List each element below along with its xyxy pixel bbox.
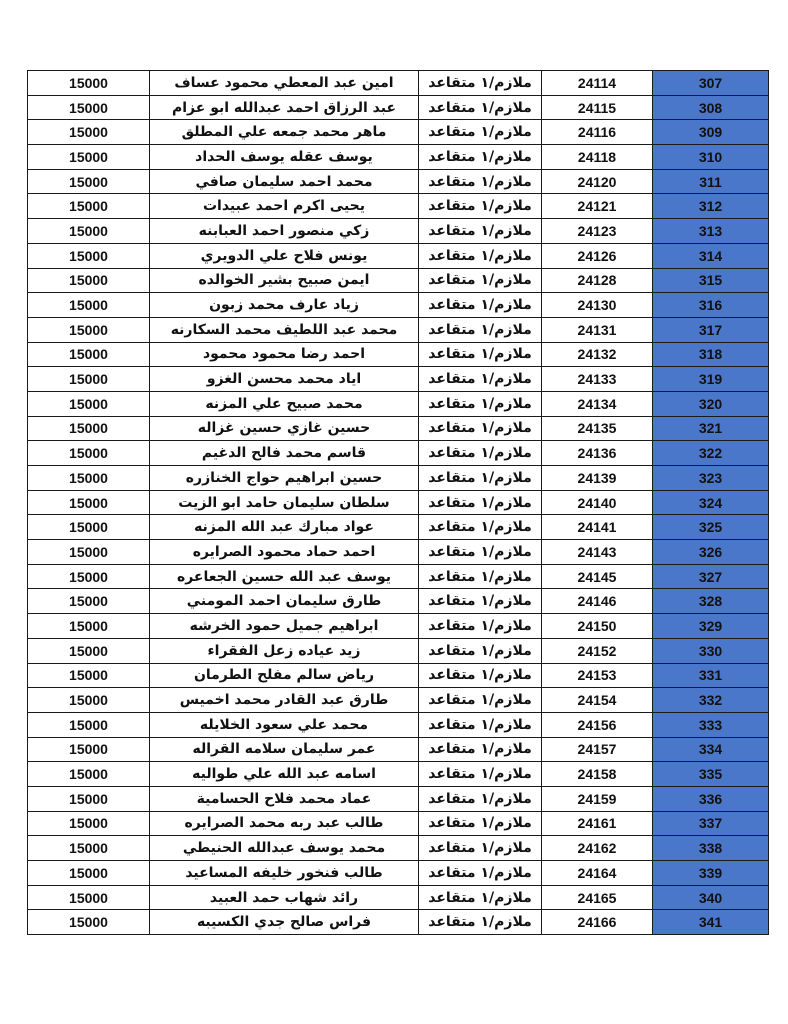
table-row (28, 663, 769, 688)
id-cell: 24150 (542, 614, 653, 639)
table-row (28, 120, 769, 145)
amount-cell: 15000 (28, 490, 150, 515)
seq-cell: 324 (653, 490, 769, 515)
name-cell: يوسف عقله يوسف الحداد (150, 145, 419, 170)
seq-cell: 322 (653, 441, 769, 466)
name-cell: يونس فلاح علي الدويري (150, 243, 419, 268)
amount-cell: 15000 (28, 194, 150, 219)
id-cell: 24139 (542, 466, 653, 491)
amount-cell: 15000 (28, 120, 150, 145)
name-cell: محمد علي سعود الخلايله (150, 712, 419, 737)
seq-cell: 332 (653, 688, 769, 713)
amount-cell: 15000 (28, 416, 150, 441)
name-cell: عماد محمد فلاح الحسامية (150, 786, 419, 811)
table-row (28, 169, 769, 194)
table-row (28, 317, 769, 342)
table-row (28, 688, 769, 713)
seq-cell: 327 (653, 564, 769, 589)
table-row (28, 95, 769, 120)
name-cell: زكي منصور احمد العبابنه (150, 219, 419, 244)
id-cell: 24156 (542, 712, 653, 737)
id-cell: 24130 (542, 293, 653, 318)
id-cell: 24154 (542, 688, 653, 713)
name-cell: طالب فنخور خليفه المساعيد (150, 861, 419, 886)
id-cell: 24120 (542, 169, 653, 194)
rank-cell: ملازم/١ متقاعد (419, 564, 542, 589)
name-cell: يوسف عبد الله حسين الجعاعره (150, 564, 419, 589)
amount-cell: 15000 (28, 712, 150, 737)
table-row (28, 762, 769, 787)
rank-cell: ملازم/١ متقاعد (419, 786, 542, 811)
rank-cell: ملازم/١ متقاعد (419, 466, 542, 491)
amount-cell: 15000 (28, 589, 150, 614)
table-row (28, 836, 769, 861)
amount-cell: 15000 (28, 293, 150, 318)
table-row (28, 614, 769, 639)
id-cell: 24165 (542, 885, 653, 910)
table-row (28, 515, 769, 540)
table-row (28, 712, 769, 737)
seq-cell: 307 (653, 71, 769, 96)
amount-cell: 15000 (28, 367, 150, 392)
amount-cell: 15000 (28, 466, 150, 491)
id-cell: 24123 (542, 219, 653, 244)
name-cell: رائد شهاب حمد العبيد (150, 885, 419, 910)
rank-cell: ملازم/١ متقاعد (419, 910, 542, 935)
name-cell: فراس صالح جدي الكسيبه (150, 910, 419, 935)
amount-cell: 15000 (28, 861, 150, 886)
id-cell: 24153 (542, 663, 653, 688)
seq-cell: 318 (653, 342, 769, 367)
name-cell: ابراهيم جميل حمود الخرشه (150, 614, 419, 639)
name-cell: محمد يوسف عبدالله الحنيطي (150, 836, 419, 861)
table-row (28, 564, 769, 589)
rank-cell: ملازم/١ متقاعد (419, 762, 542, 787)
amount-cell: 15000 (28, 614, 150, 639)
rank-cell: ملازم/١ متقاعد (419, 614, 542, 639)
amount-cell: 15000 (28, 391, 150, 416)
table-row (28, 243, 769, 268)
table-row (28, 466, 769, 491)
rank-cell: ملازم/١ متقاعد (419, 194, 542, 219)
seq-cell: 320 (653, 391, 769, 416)
seq-cell: 335 (653, 762, 769, 787)
table-row (28, 441, 769, 466)
rank-cell: ملازم/١ متقاعد (419, 737, 542, 762)
amount-cell: 15000 (28, 737, 150, 762)
table-row (28, 71, 769, 96)
id-cell: 24115 (542, 95, 653, 120)
id-cell: 24135 (542, 416, 653, 441)
amount-cell: 15000 (28, 71, 150, 96)
table-row (28, 910, 769, 935)
seq-cell: 308 (653, 95, 769, 120)
table-row (28, 268, 769, 293)
id-cell: 24121 (542, 194, 653, 219)
seq-cell: 329 (653, 614, 769, 639)
name-cell: عبد الرزاق احمد عبدالله ابو عزام (150, 95, 419, 120)
amount-cell: 15000 (28, 243, 150, 268)
name-cell: ايمن صبيح بشير الخوالده (150, 268, 419, 293)
table-row (28, 861, 769, 886)
seq-cell: 310 (653, 145, 769, 170)
seq-cell: 333 (653, 712, 769, 737)
table-row (28, 293, 769, 318)
rank-cell: ملازم/١ متقاعد (419, 416, 542, 441)
amount-cell: 15000 (28, 688, 150, 713)
name-cell: سلطان سليمان حامد ابو الزيت (150, 490, 419, 515)
roster-sheet (27, 70, 763, 935)
amount-cell: 15000 (28, 95, 150, 120)
seq-cell: 328 (653, 589, 769, 614)
amount-cell: 15000 (28, 564, 150, 589)
id-cell: 24114 (542, 71, 653, 96)
amount-cell: 15000 (28, 219, 150, 244)
rank-cell: ملازم/١ متقاعد (419, 712, 542, 737)
table-row (28, 885, 769, 910)
rank-cell: ملازم/١ متقاعد (419, 515, 542, 540)
id-cell: 24141 (542, 515, 653, 540)
id-cell: 24136 (542, 441, 653, 466)
name-cell: محمد عبد اللطيف محمد السكارنه (150, 317, 419, 342)
seq-cell: 313 (653, 219, 769, 244)
seq-cell: 340 (653, 885, 769, 910)
id-cell: 24159 (542, 786, 653, 811)
name-cell: رياض سالم مفلح الطرمان (150, 663, 419, 688)
rank-cell: ملازم/١ متقاعد (419, 317, 542, 342)
rank-cell: ملازم/١ متقاعد (419, 169, 542, 194)
id-cell: 24161 (542, 811, 653, 836)
seq-cell: 331 (653, 663, 769, 688)
id-cell: 24126 (542, 243, 653, 268)
seq-cell: 317 (653, 317, 769, 342)
id-cell: 24132 (542, 342, 653, 367)
rank-cell: ملازم/١ متقاعد (419, 120, 542, 145)
seq-cell: 314 (653, 243, 769, 268)
amount-cell: 15000 (28, 910, 150, 935)
rank-cell: ملازم/١ متقاعد (419, 243, 542, 268)
rank-cell: ملازم/١ متقاعد (419, 811, 542, 836)
seq-cell: 339 (653, 861, 769, 886)
id-cell: 24152 (542, 638, 653, 663)
amount-cell: 15000 (28, 268, 150, 293)
rank-cell: ملازم/١ متقاعد (419, 638, 542, 663)
rank-cell: ملازم/١ متقاعد (419, 540, 542, 565)
seq-cell: 341 (653, 910, 769, 935)
table-row (28, 194, 769, 219)
table-row (28, 638, 769, 663)
rank-cell: ملازم/١ متقاعد (419, 95, 542, 120)
name-cell: قاسم محمد فالح الدغيم (150, 441, 419, 466)
name-cell: احمد حماد محمود الصرايره (150, 540, 419, 565)
table-row (28, 342, 769, 367)
id-cell: 24164 (542, 861, 653, 886)
id-cell: 24131 (542, 317, 653, 342)
name-cell: طارق سليمان احمد المومني (150, 589, 419, 614)
rank-cell: ملازم/١ متقاعد (419, 219, 542, 244)
name-cell: عواد مبارك عبد الله المزنه (150, 515, 419, 540)
table-row (28, 145, 769, 170)
rank-cell: ملازم/١ متقاعد (419, 663, 542, 688)
amount-cell: 15000 (28, 169, 150, 194)
id-cell: 24143 (542, 540, 653, 565)
table-row (28, 811, 769, 836)
rank-cell: ملازم/١ متقاعد (419, 441, 542, 466)
table-row (28, 589, 769, 614)
amount-cell: 15000 (28, 441, 150, 466)
table-row (28, 540, 769, 565)
amount-cell: 15000 (28, 786, 150, 811)
table-row (28, 391, 769, 416)
seq-cell: 316 (653, 293, 769, 318)
seq-cell: 312 (653, 194, 769, 219)
name-cell: محمد صبيح علي المزنه (150, 391, 419, 416)
rank-cell: ملازم/١ متقاعد (419, 861, 542, 886)
id-cell: 24166 (542, 910, 653, 935)
rank-cell: ملازم/١ متقاعد (419, 71, 542, 96)
id-cell: 24134 (542, 391, 653, 416)
name-cell: طالب عبد ربه محمد الصرايره (150, 811, 419, 836)
seq-cell: 326 (653, 540, 769, 565)
rank-cell: ملازم/١ متقاعد (419, 885, 542, 910)
seq-cell: 311 (653, 169, 769, 194)
seq-cell: 338 (653, 836, 769, 861)
name-cell: يحيى اكرم احمد عبيدات (150, 194, 419, 219)
rank-cell: ملازم/١ متقاعد (419, 490, 542, 515)
name-cell: اياد محمد محسن الغزو (150, 367, 419, 392)
name-cell: محمد احمد سليمان صافي (150, 169, 419, 194)
seq-cell: 337 (653, 811, 769, 836)
id-cell: 24162 (542, 836, 653, 861)
amount-cell: 15000 (28, 540, 150, 565)
seq-cell: 319 (653, 367, 769, 392)
name-cell: ماهر محمد جمعه علي المطلق (150, 120, 419, 145)
roster-table (27, 70, 769, 935)
name-cell: احمد رضا محمود محمود (150, 342, 419, 367)
id-cell: 24140 (542, 490, 653, 515)
rank-cell: ملازم/١ متقاعد (419, 589, 542, 614)
seq-cell: 336 (653, 786, 769, 811)
table-row (28, 219, 769, 244)
name-cell: اسامه عبد الله علي طواليه (150, 762, 419, 787)
rank-cell: ملازم/١ متقاعد (419, 268, 542, 293)
id-cell: 24158 (542, 762, 653, 787)
rank-cell: ملازم/١ متقاعد (419, 391, 542, 416)
rank-cell: ملازم/١ متقاعد (419, 342, 542, 367)
name-cell: حسين غازي حسين غزاله (150, 416, 419, 441)
rank-cell: ملازم/١ متقاعد (419, 293, 542, 318)
amount-cell: 15000 (28, 885, 150, 910)
seq-cell: 321 (653, 416, 769, 441)
rank-cell: ملازم/١ متقاعد (419, 836, 542, 861)
amount-cell: 15000 (28, 811, 150, 836)
table-row (28, 490, 769, 515)
seq-cell: 334 (653, 737, 769, 762)
id-cell: 24118 (542, 145, 653, 170)
seq-cell: 309 (653, 120, 769, 145)
name-cell: زياد عارف محمد زبون (150, 293, 419, 318)
table-row (28, 737, 769, 762)
amount-cell: 15000 (28, 663, 150, 688)
id-cell: 24128 (542, 268, 653, 293)
table-row (28, 786, 769, 811)
amount-cell: 15000 (28, 836, 150, 861)
seq-cell: 315 (653, 268, 769, 293)
rank-cell: ملازم/١ متقاعد (419, 367, 542, 392)
name-cell: عمر سليمان سلامه القراله (150, 737, 419, 762)
seq-cell: 323 (653, 466, 769, 491)
id-cell: 24133 (542, 367, 653, 392)
amount-cell: 15000 (28, 317, 150, 342)
id-cell: 24116 (542, 120, 653, 145)
amount-cell: 15000 (28, 762, 150, 787)
name-cell: زيد عياده زعل الفقراء (150, 638, 419, 663)
amount-cell: 15000 (28, 145, 150, 170)
id-cell: 24157 (542, 737, 653, 762)
roster-table-body (28, 71, 769, 935)
amount-cell: 15000 (28, 515, 150, 540)
table-row (28, 367, 769, 392)
id-cell: 24145 (542, 564, 653, 589)
seq-cell: 325 (653, 515, 769, 540)
rank-cell: ملازم/١ متقاعد (419, 145, 542, 170)
amount-cell: 15000 (28, 342, 150, 367)
rank-cell: ملازم/١ متقاعد (419, 688, 542, 713)
name-cell: طارق عبد القادر محمد اخميس (150, 688, 419, 713)
name-cell: حسين ابراهيم حواج الخنازره (150, 466, 419, 491)
id-cell: 24146 (542, 589, 653, 614)
seq-cell: 330 (653, 638, 769, 663)
amount-cell: 15000 (28, 638, 150, 663)
table-row (28, 416, 769, 441)
name-cell: امين عبد المعطي محمود عساف (150, 71, 419, 96)
